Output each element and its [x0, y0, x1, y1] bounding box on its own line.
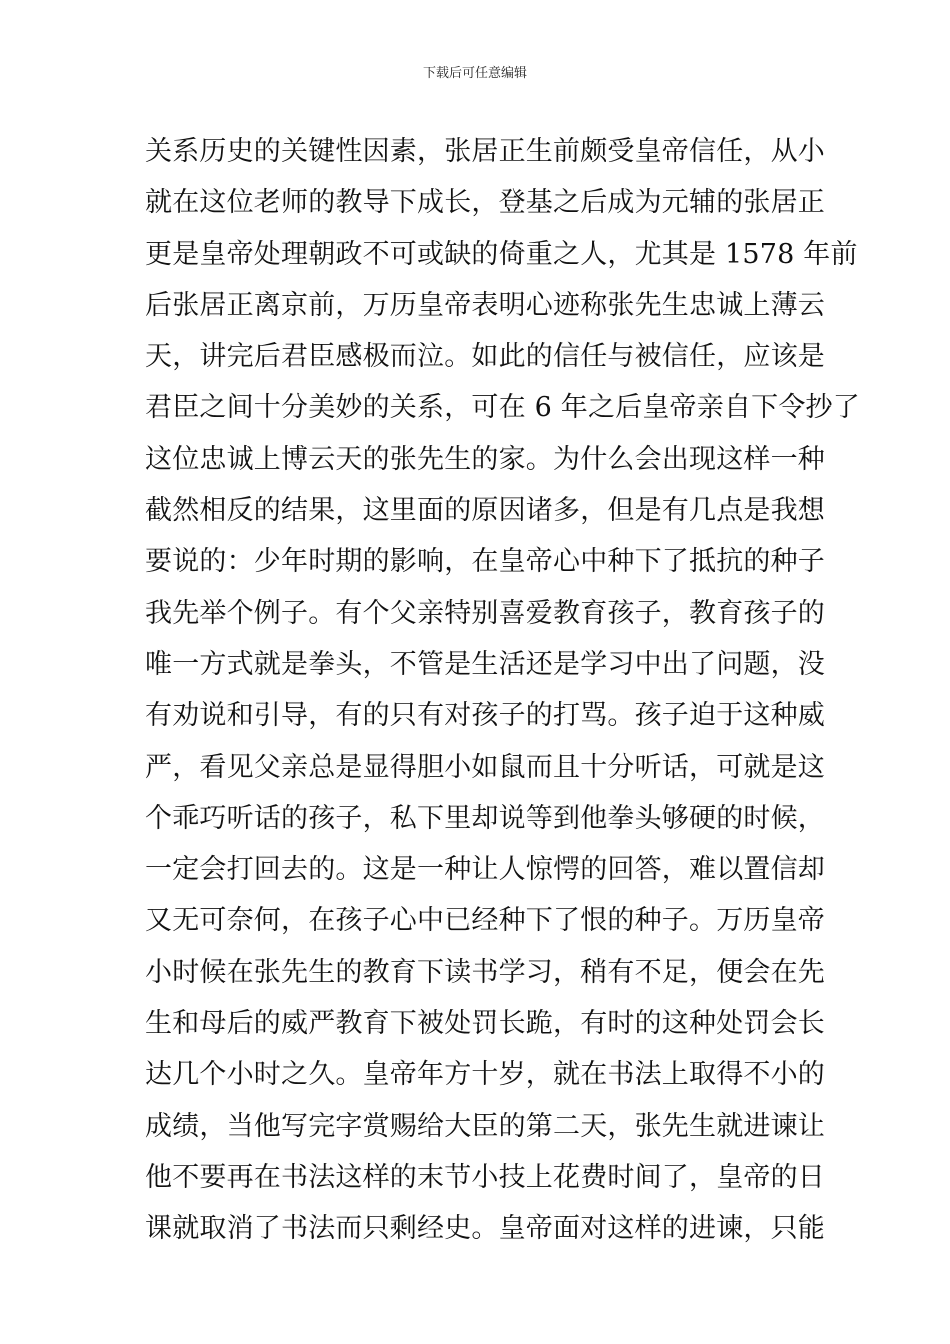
text-line: 又无可奈何，在孩子心中已经种下了恨的种子。万历皇帝 [145, 905, 825, 937]
text-line: 达几个小时之久。皇帝年方十岁，就在书法上取得不小的 [145, 1059, 825, 1091]
text-line: 截然相反的结果，这里面的原因诸多，但是有几点是我想 [145, 495, 825, 527]
text-line: 个乖巧听话的孩子，私下里却说等到他拳头够硬的时候， [145, 802, 825, 834]
text-line: 严，看见父亲总是显得胆小如鼠而且十分听话，可就是这 [145, 751, 825, 783]
text-line: 天，讲完后君臣感极而泣。如此的信任与被信任，应该是 [145, 341, 825, 373]
text-line: 关系历史的关键性因素，张居正生前颇受皇帝信任，从小 [145, 136, 825, 167]
text-line: 后张居正离京前，万历皇帝表明心迹称张先生忠诚上薄云 [145, 289, 825, 321]
text-line: 唯一方式就是拳头，不管是生活还是学习中出了问题，没 [145, 648, 825, 680]
text-line: 我先举个例子。有个父亲特别喜爱教育孩子，教育孩子的 [145, 597, 825, 629]
text-line: 他不要再在书法这样的末节小技上花费时间了，皇帝的日 [145, 1161, 825, 1193]
text-line: 这位忠诚上博云天的张先生的家。为什么会出现这样一种 [145, 443, 825, 475]
text-line: 成绩，当他写完字赏赐给大臣的第二天，张先生就进谏让 [145, 1110, 825, 1142]
text-line: 一定会打回去的。这是一种让人惊愕的回答，难以置信却 [145, 854, 825, 886]
text-line: 要说的：少年时期的影响，在皇帝心中种下了抵抗的种子 [145, 546, 825, 578]
text-line: 课就取消了书法而只剩经史。皇帝面对这样的进谏，只能 [145, 1213, 825, 1245]
text-line: 有劝说和引导，有的只有对孩子的打骂。孩子迫于这种威 [145, 700, 825, 732]
text-line: 小时候在张先生的教育下读书学习，稍有不足，便会在先 [145, 956, 825, 988]
text-line: 更是皇帝处理朝政不可或缺的倚重之人，尤其是 1578 年前 [145, 238, 858, 270]
text-line: 君臣之间十分美妙的关系，可在 6 年之后皇帝亲自下令抄了 [145, 392, 860, 424]
text-line: 生和母后的威严教育下被处罚长跪，有时的这种处罚会长 [145, 1008, 825, 1040]
page-header: 下载后可任意编辑 [422, 66, 527, 81]
document-body [145, 126, 860, 1255]
text-line: 就在这位老师的教导下成长，登基之后成为元辅的张居正 [145, 187, 825, 219]
